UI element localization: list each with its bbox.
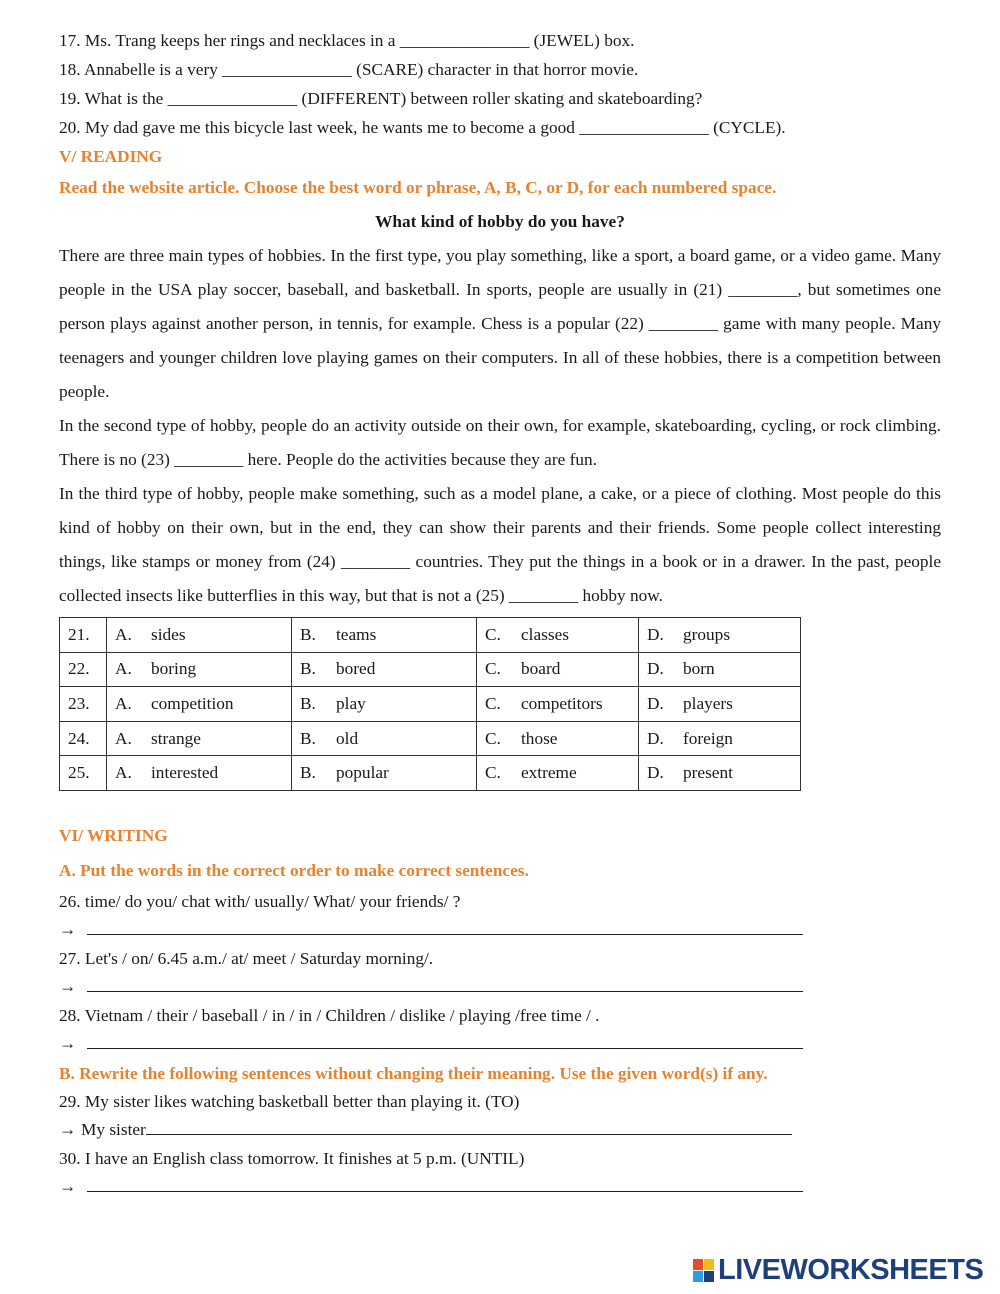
table-row: [60, 721, 801, 756]
option-c[interactable]: [477, 652, 639, 687]
option-text: competition: [151, 693, 234, 713]
option-text: popular: [336, 763, 389, 783]
arrow-icon: →: [59, 977, 77, 997]
option-d[interactable]: [639, 756, 801, 791]
option-letter: A.: [115, 624, 132, 644]
option-letter: C.: [485, 693, 501, 713]
writing-part-b-instruction: B. Rewrite the following sentences without changing their meaning. Use the given word(s) if any.: [59, 1063, 768, 1083]
arrow-icon: →: [59, 1034, 77, 1054]
option-a[interactable]: [107, 721, 292, 756]
top-questions: [59, 26, 941, 142]
table-row: [60, 618, 801, 653]
option-letter: B.: [300, 763, 316, 783]
option-d[interactable]: [639, 618, 801, 653]
answer-blank[interactable]: [87, 1034, 803, 1049]
option-letter: C.: [485, 624, 501, 644]
option-b[interactable]: [292, 652, 477, 687]
option-letter: C.: [485, 763, 501, 783]
option-text: groups: [683, 624, 731, 644]
option-a[interactable]: [107, 618, 292, 653]
option-text: competitors: [521, 693, 603, 713]
option-letter: D.: [647, 659, 664, 679]
option-b[interactable]: [292, 618, 477, 653]
option-b[interactable]: [292, 687, 477, 722]
answer-line-28[interactable]: [59, 1030, 941, 1059]
answer-blank[interactable]: [87, 977, 803, 992]
option-letter: D.: [647, 693, 664, 713]
reading-heading: V/ READING: [59, 147, 163, 166]
option-letter: D.: [647, 624, 664, 644]
answer-blank[interactable]: [146, 1120, 792, 1135]
question-number: 21.: [60, 618, 107, 653]
question-number: 25.: [60, 756, 107, 791]
option-c[interactable]: [477, 618, 639, 653]
arrow-icon: →: [59, 920, 77, 940]
option-text: players: [683, 693, 733, 713]
reading-instruction: Read the website article. Choose the best word or phrase, A, B, C, or D, for each numbered space.: [59, 178, 777, 197]
logo-block-3: [693, 1271, 703, 1282]
option-text: those: [521, 728, 558, 748]
option-text: foreign: [683, 728, 733, 748]
question-19: 19. What is the _______________ (DIFFERENT) between roller skating and skateboarding?: [59, 89, 703, 108]
article-paragraph-2: In the second type of hobby, people do an activity outside on their own, for example, skateboarding, cycling, or rock climbing. There is no (23) ________ here. People do the activities because they are fun.: [59, 416, 941, 469]
logo-block-4: [704, 1271, 714, 1282]
answer-blank[interactable]: [87, 920, 803, 935]
liveworksheets-logo[interactable]: [693, 1254, 983, 1287]
option-c[interactable]: [477, 687, 639, 722]
writing-prompt-26: 26. time/ do you/ chat with/ usually/ What/ your friends/ ?: [59, 891, 461, 911]
option-a[interactable]: [107, 652, 292, 687]
answer-line-30[interactable]: [59, 1173, 941, 1202]
option-text: strange: [151, 728, 201, 748]
option-text: sides: [151, 624, 186, 644]
option-d[interactable]: [639, 687, 801, 722]
option-d[interactable]: [639, 652, 801, 687]
table-row: [60, 687, 801, 722]
option-letter: D.: [647, 728, 664, 748]
option-letter: B.: [300, 693, 316, 713]
option-letter: A.: [115, 728, 132, 748]
question-number: 24.: [60, 721, 107, 756]
writing-part-a-instruction: A. Put the words in the correct order to make correct sentences.: [59, 860, 529, 880]
writing-prompt-27: 27. Let's / on/ 6.45 a.m./ at/ meet / Saturday morning/.: [59, 948, 434, 968]
option-letter: A.: [115, 659, 132, 679]
answer-line-26[interactable]: [59, 916, 941, 945]
answer-blank[interactable]: [87, 1177, 803, 1192]
writing-prompt-28: 28. Vietnam / their / baseball / in / in / Children / dislike / playing /free time / .: [59, 1005, 600, 1025]
option-letter: B.: [300, 624, 316, 644]
option-letter: A.: [115, 763, 132, 783]
question-17: 17. Ms. Trang keeps her rings and necklaces in a _______________ (JEWEL) box.: [59, 31, 635, 50]
answer-prefix: My sister: [81, 1120, 146, 1140]
option-text: interested: [151, 763, 219, 783]
option-text: present: [683, 763, 733, 783]
option-letter: C.: [485, 728, 501, 748]
option-text: bored: [336, 659, 376, 679]
option-c[interactable]: [477, 721, 639, 756]
option-letter: D.: [647, 763, 664, 783]
option-a[interactable]: [107, 687, 292, 722]
option-text: play: [336, 693, 366, 713]
writing-prompt-30: 30. I have an English class tomorrow. It finishes at 5 p.m. (UNTIL): [59, 1148, 525, 1168]
option-text: classes: [521, 624, 569, 644]
option-b[interactable]: [292, 756, 477, 791]
worksheet-page: [59, 26, 941, 1202]
option-b[interactable]: [292, 721, 477, 756]
option-letter: B.: [300, 728, 316, 748]
option-c[interactable]: [477, 756, 639, 791]
logo-text: LIVEWORKSHEETS: [718, 1254, 984, 1286]
writing-prompt-29: 29. My sister likes watching basketball better than playing it. (TO): [59, 1091, 520, 1111]
logo-block-2: [704, 1259, 714, 1270]
article-paragraph-3: In the third type of hobby, people make something, such as a model plane, a cake, or a piece of clothing. Most people do this kind of hobby on their own, but in the end, they can show their parents and their friends. Some people collect interesting things, like stamps or money from (24) ________ countries. They put the things in a book or in a drawer. In the past, people collected insects like butterflies in this way, but that is not a (25) ________ hobby now.: [59, 484, 941, 605]
option-text: board: [521, 659, 561, 679]
option-text: teams: [336, 624, 377, 644]
option-text: old: [336, 728, 359, 748]
answer-line-27[interactable]: [59, 973, 941, 1002]
article-title: What kind of hobby do you have?: [375, 212, 625, 231]
option-letter: A.: [115, 693, 132, 713]
question-20: 20. My dad gave me this bicycle last week, he wants me to become a good _______________ (CYCLE).: [59, 118, 786, 137]
option-d[interactable]: [639, 721, 801, 756]
article-paragraph-1: There are three main types of hobbies. In the first type, you play something, like a sport, a board game, or a video game. Many people in the USA play soccer, baseball, and basketball. In sports, people are usually in (21) ________, but sometimes one person plays against another person, in tennis, for example. Chess is a popular (22) ________ game with many people. Many teenagers and younger children love playing games on their computers. In all of these hobbies, there is a competition between people.: [59, 246, 941, 401]
logo-blocks-icon: [693, 1259, 714, 1282]
table-row: [60, 756, 801, 791]
question-18: 18. Annabelle is a very _______________ (SCARE) character in that horror movie.: [59, 60, 639, 79]
arrow-icon: →: [59, 1177, 77, 1197]
option-a[interactable]: [107, 756, 292, 791]
arrow-icon: →: [59, 1120, 77, 1140]
table-row: [60, 652, 801, 687]
option-text: born: [683, 659, 715, 679]
option-text: boring: [151, 659, 197, 679]
logo-block-1: [693, 1259, 703, 1270]
option-letter: C.: [485, 659, 501, 679]
writing-heading: VI/ WRITING: [59, 825, 168, 845]
options-table: [59, 617, 801, 791]
question-number: 23.: [60, 687, 107, 722]
question-number: 22.: [60, 652, 107, 687]
option-letter: B.: [300, 659, 316, 679]
answer-line-29[interactable]: [59, 1116, 941, 1145]
option-text: extreme: [521, 763, 577, 783]
